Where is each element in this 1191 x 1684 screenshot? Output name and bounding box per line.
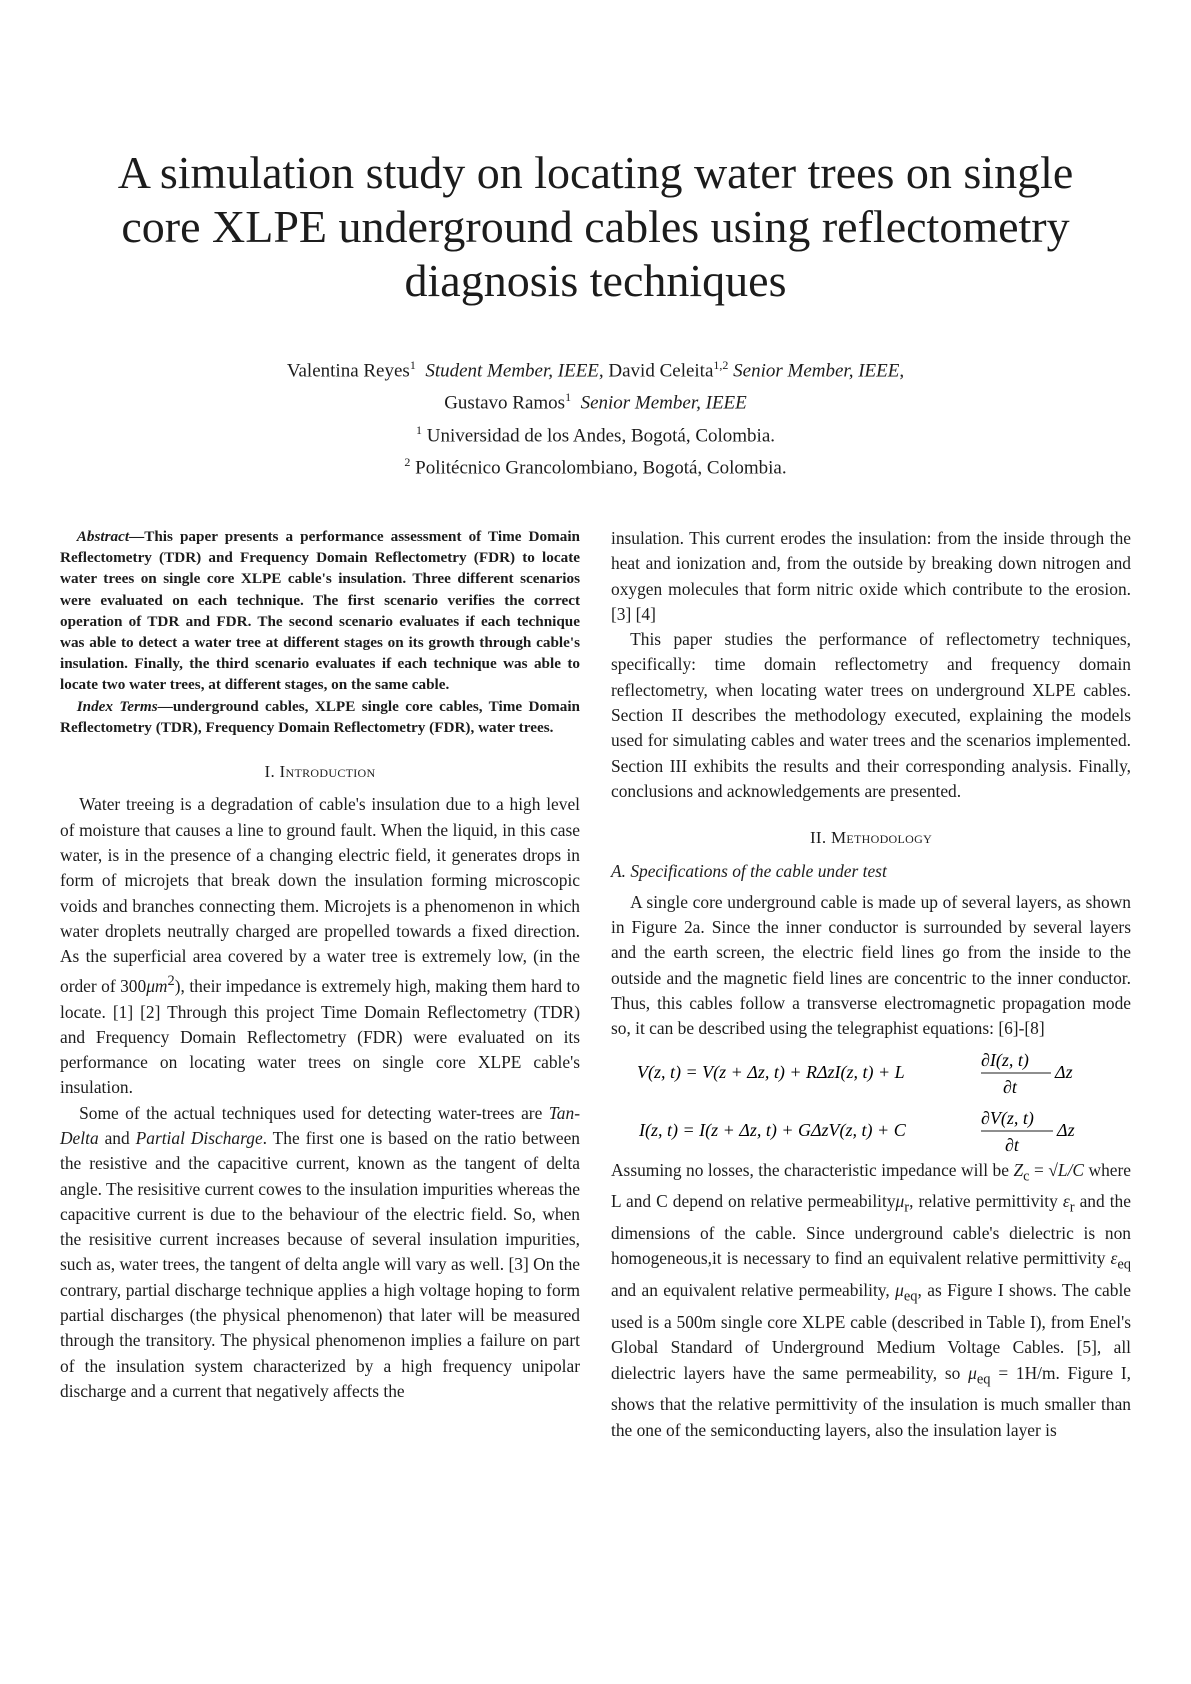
author-role: Student Member, IEEE, xyxy=(425,360,604,382)
affiliation-1 xyxy=(60,417,1131,449)
intro-paragraph-continued: insulation. This current erodes the insulation: from the inside through the heat and ionization and, from the outside by breaking down nitrogen and oxygen molecules that form nitric oxide which contribute to the erosion. [3] [4] xyxy=(611,528,1131,624)
author-affil-mark: 1,2 xyxy=(713,358,729,372)
emphasis-term: Tan-Delta xyxy=(60,1102,580,1148)
paper-title xyxy=(40,146,1151,308)
math-subscript: eq xyxy=(976,1371,991,1388)
eq1-numerator: ∂I(z, t) xyxy=(981,1049,1029,1070)
math-symbol: μ xyxy=(968,1362,977,1383)
affiliation-text: Universidad de los Andes, Bogotá, Colombia. xyxy=(426,424,776,446)
title-line: A simulation study on locating water trees on single xyxy=(117,147,1074,198)
math-subscript: r xyxy=(904,1199,910,1216)
paragraph-text: , as Figure I shows. The cable used is a 500m single core XLPE cable (described in Table I), from Enel's Global Standard of Underground Medium Voltage Cables. [5], all dielectric layers have the same permeability, so xyxy=(611,1280,1132,1383)
math-symbol: ε xyxy=(1110,1248,1118,1269)
math-symbol: √L/C xyxy=(1048,1159,1085,1180)
math-symbol: μ xyxy=(895,1191,905,1212)
eq2-numerator: ∂V(z, t) xyxy=(981,1107,1034,1128)
author-name: David Celeita xyxy=(608,360,714,382)
equation-2-svg xyxy=(611,1100,1131,1158)
math-subscript: eq xyxy=(1117,1256,1131,1273)
method-paragraph-2 xyxy=(611,1158,1131,1443)
author-block xyxy=(60,352,1131,481)
author-line-1 xyxy=(60,352,1131,384)
equation-2 xyxy=(611,1100,1131,1158)
section-heading-introduction: I. Introduction xyxy=(264,762,376,782)
intro-paragraph-1 xyxy=(60,792,580,1100)
paragraph-text: and the dimensions of the cable. Since underground cable's dielectric is non homogeneous,it is necessary to find an equivalent relative permittivity xyxy=(611,1191,1131,1269)
abstract-label: Abstract xyxy=(76,528,130,545)
paragraph-text: and an equivalent relative permeability, xyxy=(611,1280,896,1301)
paragraph-text: Water treeing is a degradation of cable's insulation due to a high level of moisture that causes a line to ground fault. When the liquid, in this case water, is in the presence of a changing electric field, it generates drops in form of microjets that break down the insulation forming microscopic voids and branches connecting them. Microjets is a phenomenon in which water droplets neutrally charged are propelled towards a fixed direction. As the superficial area covered by a water tree is extremely low, (in the order of 300 xyxy=(60,794,580,997)
author-affil-mark: 1 xyxy=(565,390,572,405)
index-terms-text: —underground cables, XLPE single core cables, Time Domain Reflectometry (TDR), Frequency Domain Reflectometry (FDR), water trees. xyxy=(60,697,580,736)
paragraph-text: and xyxy=(98,1127,136,1148)
paragraph-text: where L and C depend on relative permeability xyxy=(611,1159,1131,1212)
abstract xyxy=(60,526,580,696)
paragraph-text: = 1H/m. Figure I, shows that the relative permittivity of the insulation is much smaller than the one of the semiconducting layers, also the insulation layer is xyxy=(611,1362,1131,1440)
index-terms-label: Index Terms xyxy=(76,697,158,715)
abstract-text: —This paper presents a performance assessment of Time Domain Reflectometry (TDR) and Frequency Domain Reflectometry (FDR) to locate water trees on single core XLPE cable's insulation. Three different scenarios were evaluated on each technique. The first scenario verifies the correct operation of TDR and FDR. The second scenario evaluates if each technique was able to detect a water tree at different stages on its growth through cable's insulation. Finally, the third scenario evaluates if each technique was able to locate two water trees, at different stages, on the same cable. xyxy=(60,528,580,694)
left-column xyxy=(60,526,580,1404)
eq2-lhs: I(z, t) = I(z + Δz, t) + GΔzV(z, t) + C xyxy=(639,1119,906,1140)
title-line: diagnosis techniques xyxy=(404,255,787,306)
math-symbol: ε xyxy=(1062,1191,1070,1212)
equation-1-svg xyxy=(611,1042,1131,1100)
math-unit: μm xyxy=(146,976,168,997)
affil-mark: 2 xyxy=(404,454,411,469)
emphasis-term: Partial Discharge xyxy=(135,1127,263,1148)
section-heading-methodology: II. Methodology xyxy=(809,828,933,848)
paragraph-text: ), their impedance is extremely high, making them hard to locate. [1] [2] Through this project Time Domain Reflectometry (TDR) and Frequency Domain Reflectometry (FDR) were evaluated on its performance on locating water trees on single core XLPE cable's insulation. xyxy=(60,976,580,1098)
math-symbol: μ xyxy=(895,1280,904,1301)
math-symbol: Z xyxy=(1013,1159,1024,1180)
author-role: Senior Member, IEEE xyxy=(580,392,747,414)
author-name: Gustavo Ramos xyxy=(444,392,566,414)
paragraph-text: . The first one is based on the ratio between the resistive and the capacitive current, known as the tangent of delta angle. The resisitive current cowes to the insulation impurities whereas the capacitive current is due to the behaviour of the electric field. So, when the resisitive current increases because of several insulation impurities, such as, water trees, the tangent of delta angle will vary as well. [3] On the contrary, partial discharge technique applies a high voltage hoping to form partial discharges (the physical phenomenon) that later will be measured through the transitory. The physical phenomenon implies a failure on part of the insulation system characterized by a high frequency unipolar discharge and a current that negatively affects the xyxy=(60,1127,580,1401)
paragraph-text: Assuming no losses, the characteristic impedance will be xyxy=(611,1159,1014,1180)
math-subscript: eq xyxy=(903,1288,918,1305)
math-subscript: r xyxy=(1069,1199,1075,1216)
paragraph-text: Some of the actual techniques used for detecting water-trees are xyxy=(79,1102,549,1123)
affiliation-text: Politécnico Grancolombiano, Bogotá, Colombia. xyxy=(415,457,787,479)
math-subscript: c xyxy=(1023,1168,1030,1185)
intro-paragraph-2 xyxy=(60,1101,580,1405)
equation-1 xyxy=(611,1042,1131,1100)
eq1-denominator: ∂t xyxy=(1003,1076,1017,1097)
title-line: core XLPE underground cables using reflectometry xyxy=(121,201,1070,252)
author-role: Senior Member, IEEE, xyxy=(733,360,905,382)
eq2-tail: Δz xyxy=(1057,1119,1075,1140)
affiliation-2 xyxy=(60,449,1131,481)
affil-mark: 1 xyxy=(415,422,422,437)
index-terms xyxy=(60,696,580,738)
eq1-lhs: V(z, t) = V(z + Δz, t) + RΔzI(z, t) + L xyxy=(637,1061,905,1082)
paragraph-text: , relative permittivity xyxy=(909,1191,1063,1212)
paragraph-text: = xyxy=(1029,1159,1049,1180)
eq1-tail: Δz xyxy=(1055,1061,1073,1082)
subsection-heading: A. Specifications of the cable under test xyxy=(611,860,887,881)
math-exponent: 2 xyxy=(167,973,175,990)
author-line-2 xyxy=(60,384,1131,416)
author-name: Valentina Reyes xyxy=(286,360,410,382)
author-affil-mark: 1 xyxy=(409,358,416,372)
right-column xyxy=(611,526,1131,1443)
method-paragraph-1: A single core underground cable is made up of several layers, as shown in Figure 2a. Since the inner conductor is surrounded by several layers and the earth screen, the electric field lines go from the inside to the outside and the magnetic field lines are concentric to the inner conductor. Thus, this cables follow a transverse electromagnetic propagation mode so, it can be described using the telegraphist equations: [6]-[8] xyxy=(611,891,1131,1039)
intro-paragraph-3: This paper studies the performance of reflectometry techniques, specifically: time domain reflectometry and frequency domain reflectometry, when locating water trees on underground XLPE cables. Section II describes the methodology executed, explaining the models used for simulating cables and water trees and the scenarios implemented. Section III exhibits the results and their corresponding analysis. Finally, conclusions and acknowledgements are presented. xyxy=(611,629,1131,801)
eq2-denominator: ∂t xyxy=(1005,1134,1019,1155)
